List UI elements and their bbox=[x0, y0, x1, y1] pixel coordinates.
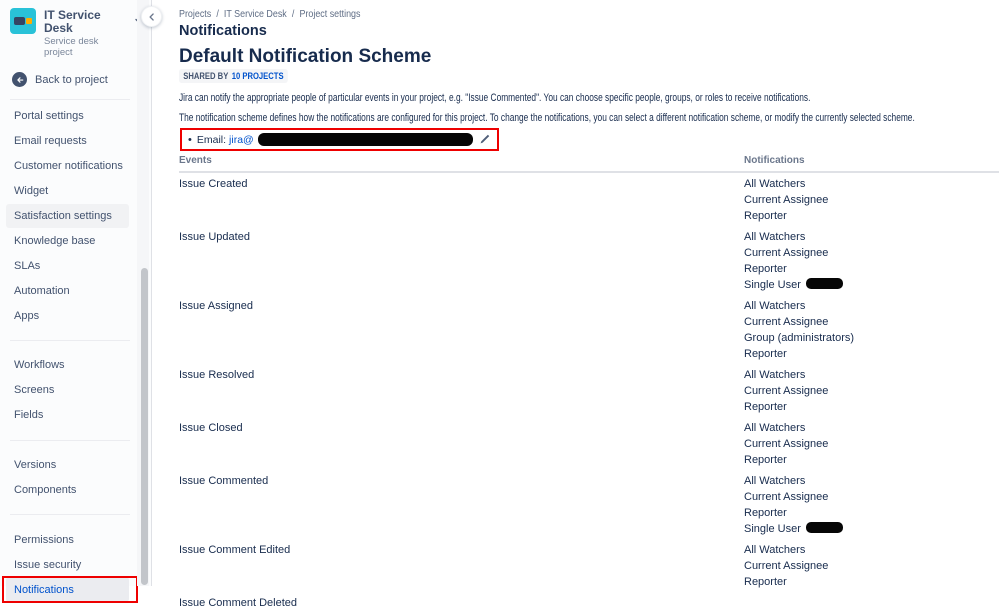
notification-recipient-label: Reporter bbox=[744, 209, 787, 222]
sidebar-item-satisfaction-settings[interactable] bbox=[6, 204, 129, 229]
breadcrumb-separator: / bbox=[216, 8, 219, 20]
notifications-cell bbox=[744, 229, 999, 293]
sidebar-item-fields[interactable] bbox=[6, 403, 129, 428]
notification-recipient-label: Current Assignee bbox=[744, 559, 829, 572]
sidebar-item-workflows[interactable] bbox=[6, 353, 129, 378]
notification-recipient bbox=[744, 261, 999, 277]
event-cell bbox=[179, 229, 744, 293]
sidebar-item-permissions[interactable] bbox=[6, 527, 129, 552]
breadcrumb-project-settings[interactable]: Project settings bbox=[299, 8, 361, 20]
sidebar-item-label: Widget bbox=[14, 185, 49, 198]
notifications-cell bbox=[744, 420, 999, 468]
notifications-cell bbox=[744, 473, 999, 537]
back-to-project-button[interactable] bbox=[12, 72, 143, 87]
breadcrumb-projects[interactable]: Projects bbox=[179, 8, 212, 20]
breadcrumb-separator: / bbox=[291, 8, 295, 20]
notifications-column-header: Notifications bbox=[744, 155, 805, 166]
back-arrow-icon bbox=[12, 72, 27, 87]
notification-recipient bbox=[744, 473, 999, 489]
sidebar-divider bbox=[10, 99, 130, 100]
notification-recipient-label: All Watchers bbox=[744, 368, 806, 381]
notification-recipient-label: Reporter bbox=[744, 347, 787, 360]
shared-badge-prefix: SHARED BY bbox=[183, 71, 229, 81]
notification-recipient bbox=[744, 489, 999, 505]
notification-recipient-label: All Watchers bbox=[744, 177, 806, 190]
notification-recipient bbox=[744, 208, 999, 224]
notification-recipient-label: Single User bbox=[744, 522, 801, 535]
sidebar-item-label: Portal settings bbox=[14, 110, 84, 123]
notification-recipient-label: All Watchers bbox=[744, 230, 806, 243]
event-label: Issue Resolved bbox=[179, 368, 255, 381]
notification-recipient-label: All Watchers bbox=[744, 421, 806, 434]
redacted-value bbox=[806, 278, 843, 289]
project-sidebar bbox=[0, 0, 152, 596]
notification-recipient bbox=[744, 521, 999, 537]
sidebar-item-label: Issue security bbox=[14, 558, 82, 571]
notification-recipient-label: Current Assignee bbox=[744, 490, 829, 503]
notification-recipient bbox=[744, 298, 999, 314]
sidebar-item-portal-settings[interactable] bbox=[6, 104, 129, 129]
notification-recipient bbox=[744, 505, 999, 521]
notification-recipient bbox=[744, 229, 999, 245]
sidebar-item-issue-security[interactable] bbox=[6, 552, 129, 577]
notifications-cell bbox=[744, 542, 999, 590]
sidebar-item-label: Notifications bbox=[14, 583, 74, 596]
sidebar-item-apps[interactable] bbox=[6, 303, 129, 328]
notification-recipient bbox=[744, 192, 999, 208]
sidebar-scrollbar-thumb[interactable] bbox=[141, 268, 148, 585]
breadcrumb-it-service-desk[interactable]: IT Service Desk bbox=[223, 8, 287, 20]
notification-recipient-label: All Watchers bbox=[744, 299, 806, 312]
notifications-cell bbox=[744, 298, 999, 362]
notification-recipient-label: Current Assignee bbox=[744, 384, 829, 397]
sidebar-item-label: Customer notifications bbox=[14, 160, 123, 173]
email-notification-row annotation-box bbox=[180, 128, 499, 151]
project-avatar bbox=[10, 8, 36, 34]
event-cell bbox=[179, 176, 744, 224]
collapse-sidebar-button[interactable] bbox=[141, 6, 162, 27]
sidebar-item-label: Workflows bbox=[14, 359, 65, 372]
intro-paragraph-1: Jira can notify the appropriate people of particular events in your project, e.g. "Issue Commented". You can choose specific people, groups, or roles to receive notifications. bbox=[179, 92, 811, 104]
notification-recipient bbox=[744, 558, 999, 574]
sidebar-divider bbox=[10, 440, 130, 441]
sidebar-item-label: Permissions bbox=[14, 533, 74, 546]
notification-recipient bbox=[744, 346, 999, 362]
notification-recipient-label: Current Assignee bbox=[744, 193, 829, 206]
event-label: Issue Created bbox=[179, 177, 248, 190]
notification-recipient bbox=[744, 542, 999, 558]
project-name: IT Service Desk bbox=[44, 8, 101, 35]
notification-recipient-label: Single User bbox=[744, 278, 801, 291]
sidebar-item-email-requests[interactable] bbox=[6, 129, 129, 154]
notification-recipient bbox=[744, 399, 999, 415]
redacted-email-value bbox=[258, 133, 473, 146]
event-cell bbox=[179, 298, 744, 362]
project-meta bbox=[44, 8, 125, 58]
notifications-cell bbox=[744, 176, 999, 224]
project-subtitle: Service desk project bbox=[44, 36, 99, 58]
event-label: Issue Closed bbox=[179, 421, 243, 434]
sidebar-item-label: Email requests bbox=[14, 135, 87, 148]
sidebar-item-automation[interactable] bbox=[6, 278, 129, 303]
sidebar-item-customer-notifications[interactable] bbox=[6, 154, 129, 179]
notification-recipient-label: Current Assignee bbox=[744, 246, 829, 259]
sidebar-item-label: SLAs bbox=[14, 259, 41, 272]
sidebar-item-screens[interactable] bbox=[6, 378, 129, 403]
page-title: Notifications bbox=[179, 23, 267, 39]
shared-projects-link[interactable]: 10 PROJECTS bbox=[231, 71, 284, 81]
table-row bbox=[179, 226, 999, 295]
table-header-row bbox=[179, 155, 999, 173]
notification-recipient-label: Current Assignee bbox=[744, 437, 829, 450]
event-cell bbox=[179, 420, 744, 468]
event-label: Issue Comment Edited bbox=[179, 543, 291, 556]
notifications-cell bbox=[744, 595, 999, 611]
notification-recipient bbox=[744, 452, 999, 468]
notification-recipient bbox=[744, 245, 999, 261]
sidebar-item-slas[interactable] bbox=[6, 253, 129, 278]
notification-recipient bbox=[744, 420, 999, 436]
avatar-shape bbox=[26, 18, 32, 24]
event-cell bbox=[179, 595, 744, 611]
edit-pencil-icon[interactable] bbox=[479, 134, 490, 145]
scheme-title: Default Notification Scheme bbox=[179, 46, 432, 67]
sidebar-item-notifications[interactable] bbox=[6, 577, 129, 602]
notifications-cell bbox=[744, 367, 999, 415]
sidebar-item-components[interactable] bbox=[6, 478, 129, 503]
table-row bbox=[179, 470, 999, 539]
notification-recipient bbox=[744, 574, 999, 590]
notification-recipient bbox=[744, 436, 999, 452]
sidebar-item-label: Components bbox=[14, 484, 77, 497]
notification-recipient-label: All Watchers bbox=[744, 543, 806, 556]
intro-paragraph-2: The notification scheme defines how the notifications are configured for this project. To change the notifications, you can select a different notification scheme, or modify the currently selected scheme. bbox=[179, 112, 915, 124]
sidebar-divider bbox=[10, 514, 130, 515]
event-cell bbox=[179, 473, 744, 537]
notification-recipient bbox=[744, 176, 999, 192]
table-row bbox=[179, 173, 999, 226]
notification-recipient-label: Reporter bbox=[744, 453, 787, 466]
sidebar-item-label: Knowledge base bbox=[14, 234, 96, 247]
event-label: Issue Assigned bbox=[179, 299, 253, 312]
notification-recipient-label: Reporter bbox=[744, 262, 787, 275]
sidebar-item-knowledge-base[interactable] bbox=[6, 228, 129, 253]
event-cell bbox=[179, 367, 744, 415]
table-row bbox=[179, 295, 999, 364]
email-link[interactable]: jira@ bbox=[229, 133, 254, 146]
event-cell bbox=[179, 542, 744, 590]
notification-recipient-label: Reporter bbox=[744, 400, 787, 413]
shared-badge bbox=[179, 69, 288, 83]
notification-recipient-label: Group (administrators) bbox=[744, 331, 855, 344]
notifications-table bbox=[179, 155, 999, 613]
sidebar-item-label: Apps bbox=[14, 309, 40, 322]
event-label: Issue Comment Deleted bbox=[179, 596, 297, 609]
breadcrumb bbox=[179, 8, 876, 21]
bullet: • bbox=[188, 133, 192, 146]
sidebar-item-label: Satisfaction settings bbox=[14, 210, 112, 222]
notification-recipient bbox=[744, 367, 999, 383]
back-to-project-label: Back to project bbox=[35, 73, 108, 86]
notification-recipient bbox=[744, 330, 999, 346]
sidebar-item-widget[interactable] bbox=[6, 179, 129, 204]
redacted-value bbox=[806, 522, 843, 533]
email-label: Email: bbox=[196, 133, 227, 146]
main-content bbox=[153, 0, 999, 609]
notification-recipient bbox=[744, 314, 999, 330]
sidebar-item-label: Screens bbox=[14, 384, 55, 397]
sidebar-item-label: Fields bbox=[14, 409, 44, 422]
sidebar-item-versions[interactable] bbox=[6, 453, 129, 478]
sidebar-item-label: Automation bbox=[14, 284, 70, 297]
sidebar-divider bbox=[10, 340, 130, 341]
events-column-header: Events bbox=[179, 155, 212, 166]
notification-recipient-label: Reporter bbox=[744, 506, 787, 519]
notification-recipient bbox=[744, 383, 999, 399]
notification-recipient-label: All Watchers bbox=[744, 474, 806, 487]
event-label: Issue Commented bbox=[179, 474, 269, 487]
avatar-shape bbox=[14, 17, 25, 25]
project-switcher[interactable] bbox=[0, 0, 151, 58]
table-row bbox=[179, 417, 999, 470]
notification-recipient bbox=[744, 277, 999, 293]
table-row bbox=[179, 592, 999, 613]
event-label: Issue Updated bbox=[179, 230, 250, 243]
table-row bbox=[179, 364, 999, 417]
notification-recipient-label: Reporter bbox=[744, 575, 787, 588]
table-row bbox=[179, 539, 999, 592]
sidebar-item-label: Versions bbox=[14, 459, 57, 472]
notification-recipient-label: Current Assignee bbox=[744, 315, 829, 328]
